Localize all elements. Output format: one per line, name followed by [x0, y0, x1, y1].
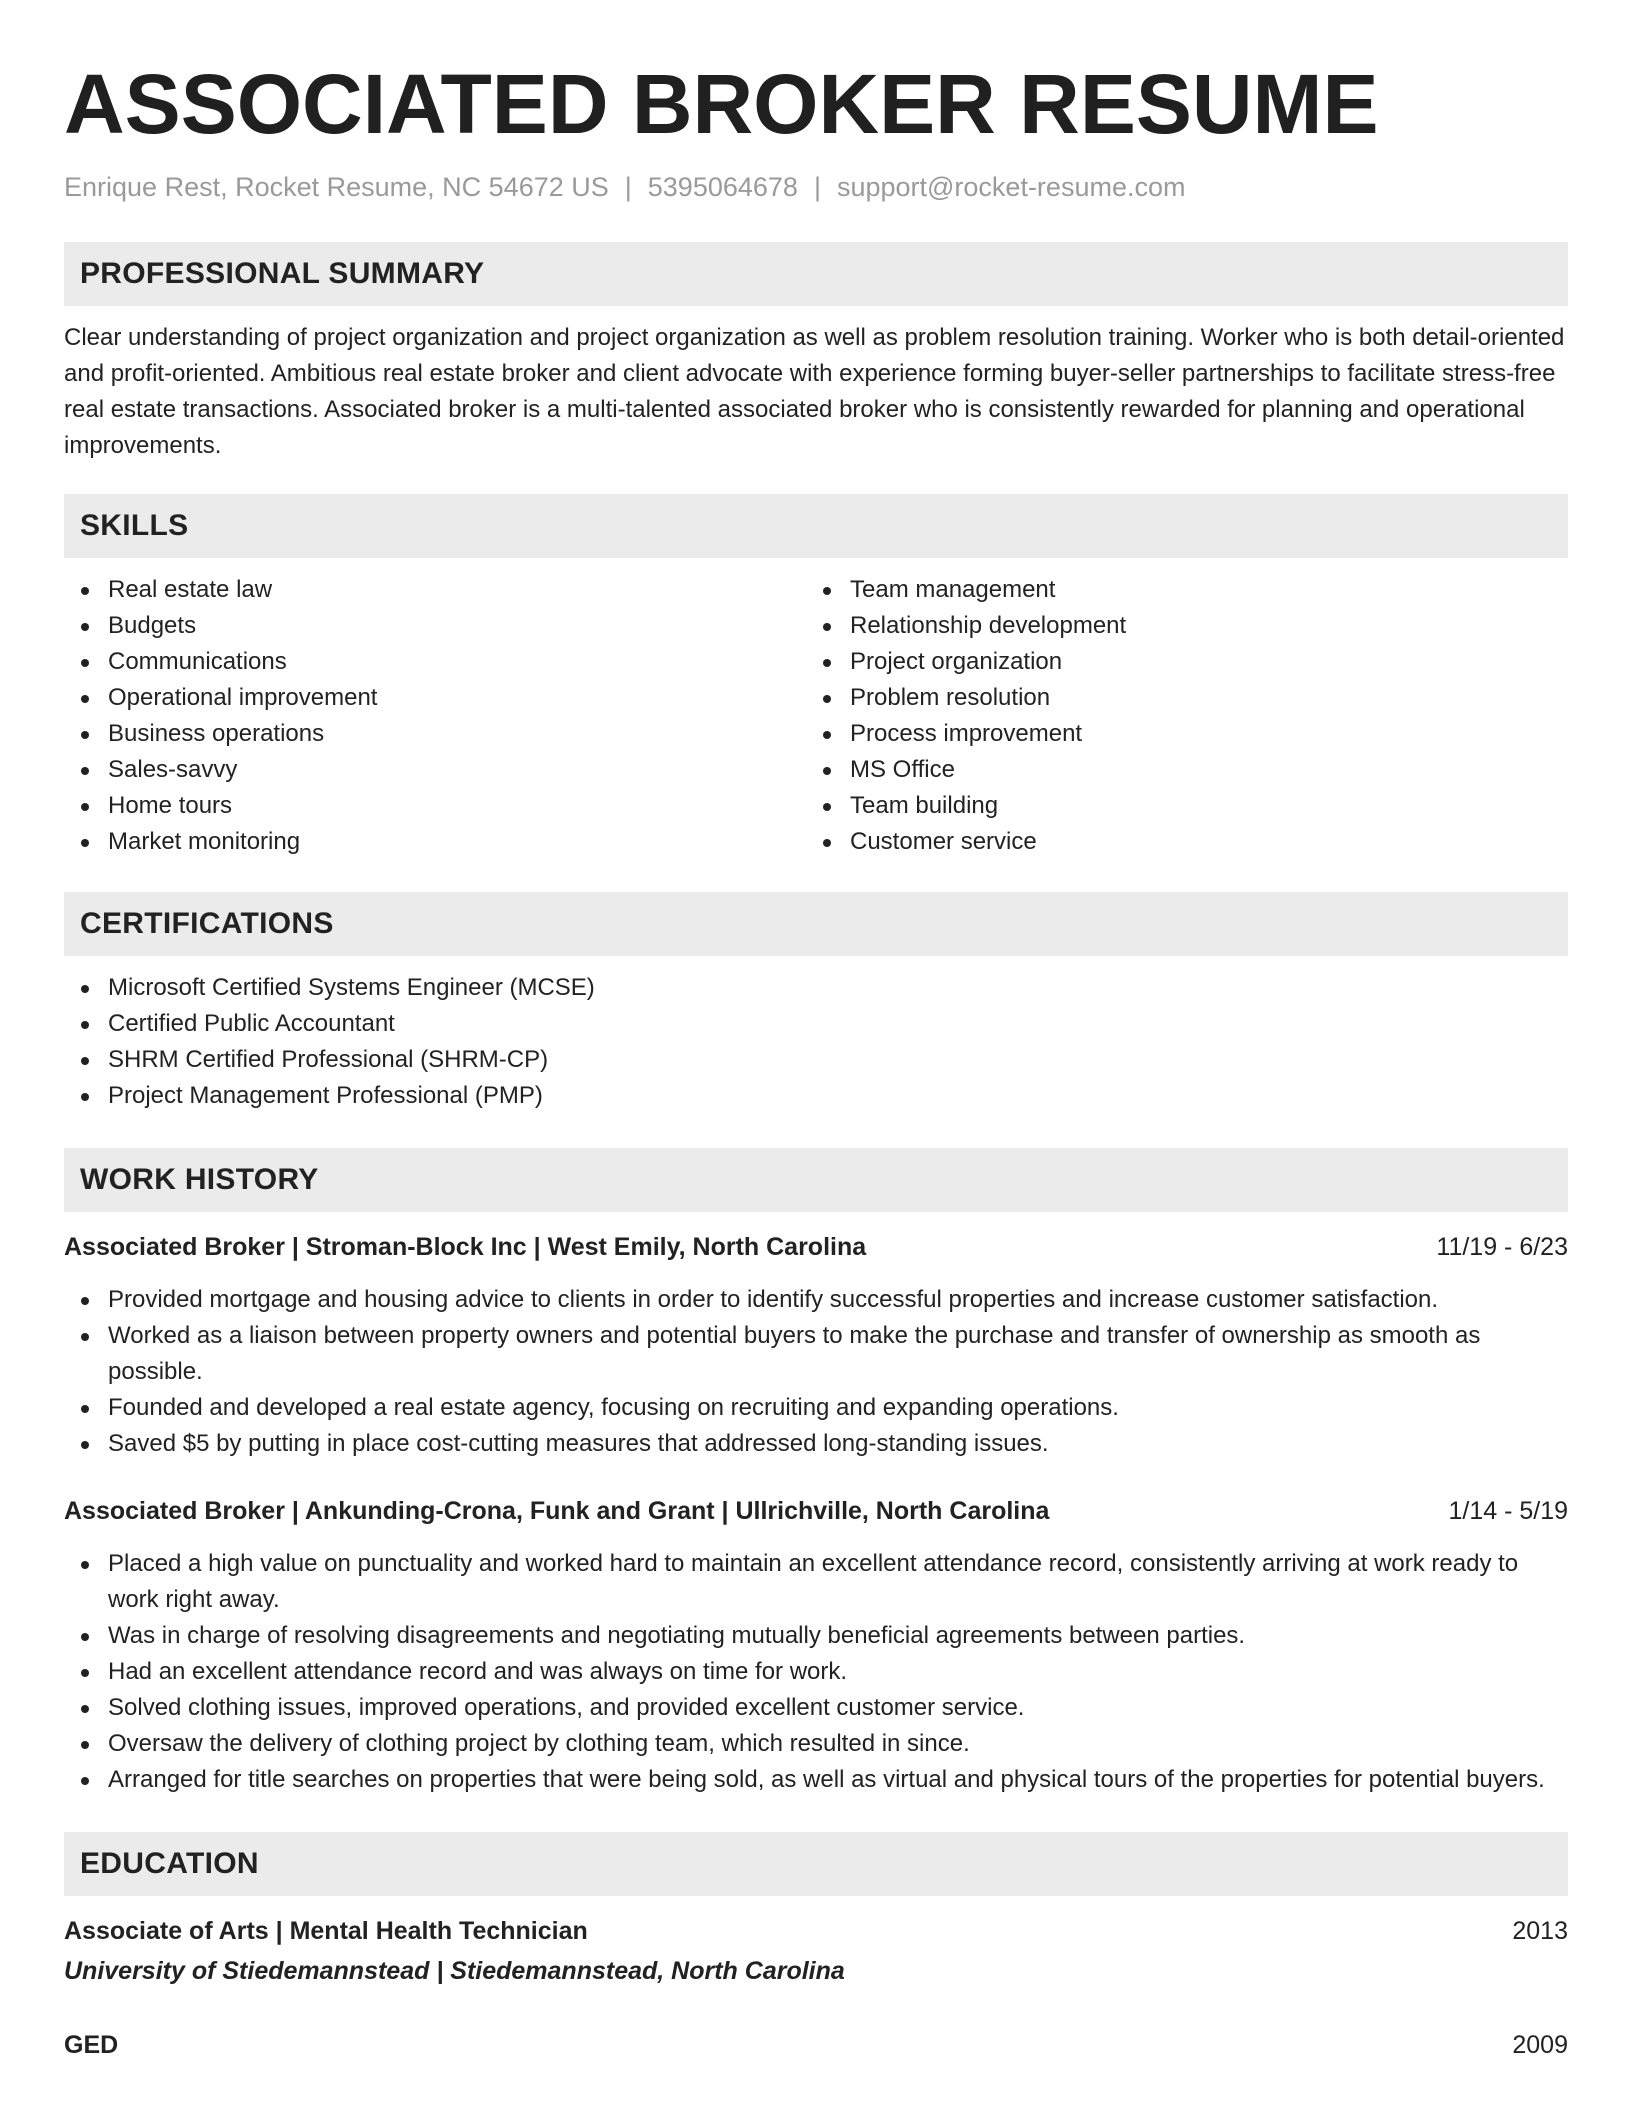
- list-item: Team management: [806, 572, 1548, 608]
- education-degree: GED: [64, 2031, 119, 2059]
- contact-phone: 5395064678: [647, 172, 798, 202]
- job-bullets: [64, 1546, 1568, 1798]
- job-title: Associated Broker | Stroman-Block Inc | West Emily, North Carolina: [64, 1233, 867, 1261]
- resume-title: ASSOCIATED BROKER RESUME: [64, 57, 1379, 151]
- list-item: Sales-savvy: [64, 752, 806, 788]
- education-degree: Associate of Arts | Mental Health Technician: [64, 1917, 588, 1945]
- certifications-heading: CERTIFICATIONS: [64, 892, 1568, 956]
- summary-heading: PROFESSIONAL SUMMARY: [64, 242, 1568, 306]
- list-item: Team building: [806, 788, 1548, 824]
- list-item: Project organization: [806, 644, 1548, 680]
- contact-email: support@rocket-resume.com: [836, 172, 1186, 202]
- list-item: Solved clothing issues, improved operations, and provided excellent customer service.: [64, 1690, 1568, 1726]
- skills-heading: SKILLS: [64, 494, 1568, 558]
- education-entry: [64, 1914, 1568, 1988]
- education-header: [64, 2028, 1568, 2062]
- list-item: Saved $5 by putting in place cost-cutting measures that addressed long-standing issues.: [64, 1426, 1568, 1462]
- list-item: Relationship development: [806, 608, 1548, 644]
- list-item: Problem resolution: [806, 680, 1548, 716]
- skills-column-left: [64, 572, 806, 860]
- list-item: Had an excellent attendance record and was always on time for work.: [64, 1654, 1568, 1690]
- education-year: 2009: [1512, 2031, 1568, 2059]
- certifications-list: [64, 970, 1568, 1114]
- job-title: Associated Broker | Ankunding-Crona, Funk and Grant | Ullrichville, North Carolina: [64, 1497, 1050, 1525]
- list-item: Operational improvement: [64, 680, 806, 716]
- education-year: 2013: [1512, 1917, 1568, 1945]
- job-header: [64, 1494, 1568, 1528]
- list-item: Microsoft Certified Systems Engineer (MCSE): [64, 970, 1568, 1006]
- job-dates: 1/14 - 5/19: [1448, 1497, 1568, 1525]
- job-dates: 11/19 - 6/23: [1436, 1233, 1568, 1261]
- skills-list: [64, 572, 1568, 860]
- list-item: Communications: [64, 644, 806, 680]
- list-item: Project Management Professional (PMP): [64, 1078, 1568, 1114]
- list-item: MS Office: [806, 752, 1548, 788]
- list-item: Business operations: [64, 716, 806, 752]
- list-item: Arranged for title searches on properties that were being sold, as well as virtual and physical tours of the properties for potential buyers.: [64, 1762, 1568, 1798]
- education-heading: EDUCATION: [64, 1832, 1568, 1896]
- education-header: [64, 1914, 1568, 1948]
- list-item: Customer service: [806, 824, 1548, 860]
- contact-line: [64, 170, 1568, 204]
- list-item: Oversaw the delivery of clothing project by clothing team, which resulted in since.: [64, 1726, 1568, 1762]
- list-item: Founded and developed a real estate agency, focusing on recruiting and expanding operations.: [64, 1390, 1568, 1426]
- list-item: Worked as a liaison between property owners and potential buyers to make the purchase and transfer of ownership as smooth as possible.: [64, 1318, 1568, 1390]
- list-item: SHRM Certified Professional (SHRM-CP): [64, 1042, 1568, 1078]
- list-item: Market monitoring: [64, 824, 806, 860]
- list-item: Was in charge of resolving disagreements and negotiating mutually beneficial agreements between parties.: [64, 1618, 1568, 1654]
- job-entry: [64, 1230, 1568, 1462]
- list-item: Process improvement: [806, 716, 1548, 752]
- list-item: Placed a high value on punctuality and worked hard to maintain an excellent attendance record, consistently arriving at work ready to work right away.: [64, 1546, 1568, 1618]
- contact-separator: |: [813, 172, 821, 202]
- job-header: [64, 1230, 1568, 1264]
- work-history-heading: WORK HISTORY: [64, 1148, 1568, 1212]
- job-bullets: [64, 1282, 1568, 1462]
- job-entry: [64, 1494, 1568, 1798]
- education-school: University of Stiedemannstead | Stiedemannstead, North Carolina: [64, 1957, 845, 1985]
- list-item: Provided mortgage and housing advice to clients in order to identify successful properties and increase customer satisfaction.: [64, 1282, 1568, 1318]
- skills-column-right: [806, 572, 1548, 860]
- list-item: Certified Public Accountant: [64, 1006, 1568, 1042]
- contact-separator: |: [624, 172, 632, 202]
- summary-text: Clear understanding of project organization and project organization as well as problem resolution training. Worker who is both detail-oriented and profit-oriented. Ambitious real estate broker and client advocate with experience forming buyer-seller partnerships to facilitate stress-free real estate transactions. Associated broker is a multi-talented associated broker who is consistently rewarded for planning and operational improvements.: [64, 324, 1565, 459]
- contact-address: Enrique Rest, Rocket Resume, NC 54672 US: [64, 172, 609, 202]
- list-item: Real estate law: [64, 572, 806, 608]
- education-entry: [64, 2028, 1568, 2062]
- list-item: Home tours: [64, 788, 806, 824]
- list-item: Budgets: [64, 608, 806, 644]
